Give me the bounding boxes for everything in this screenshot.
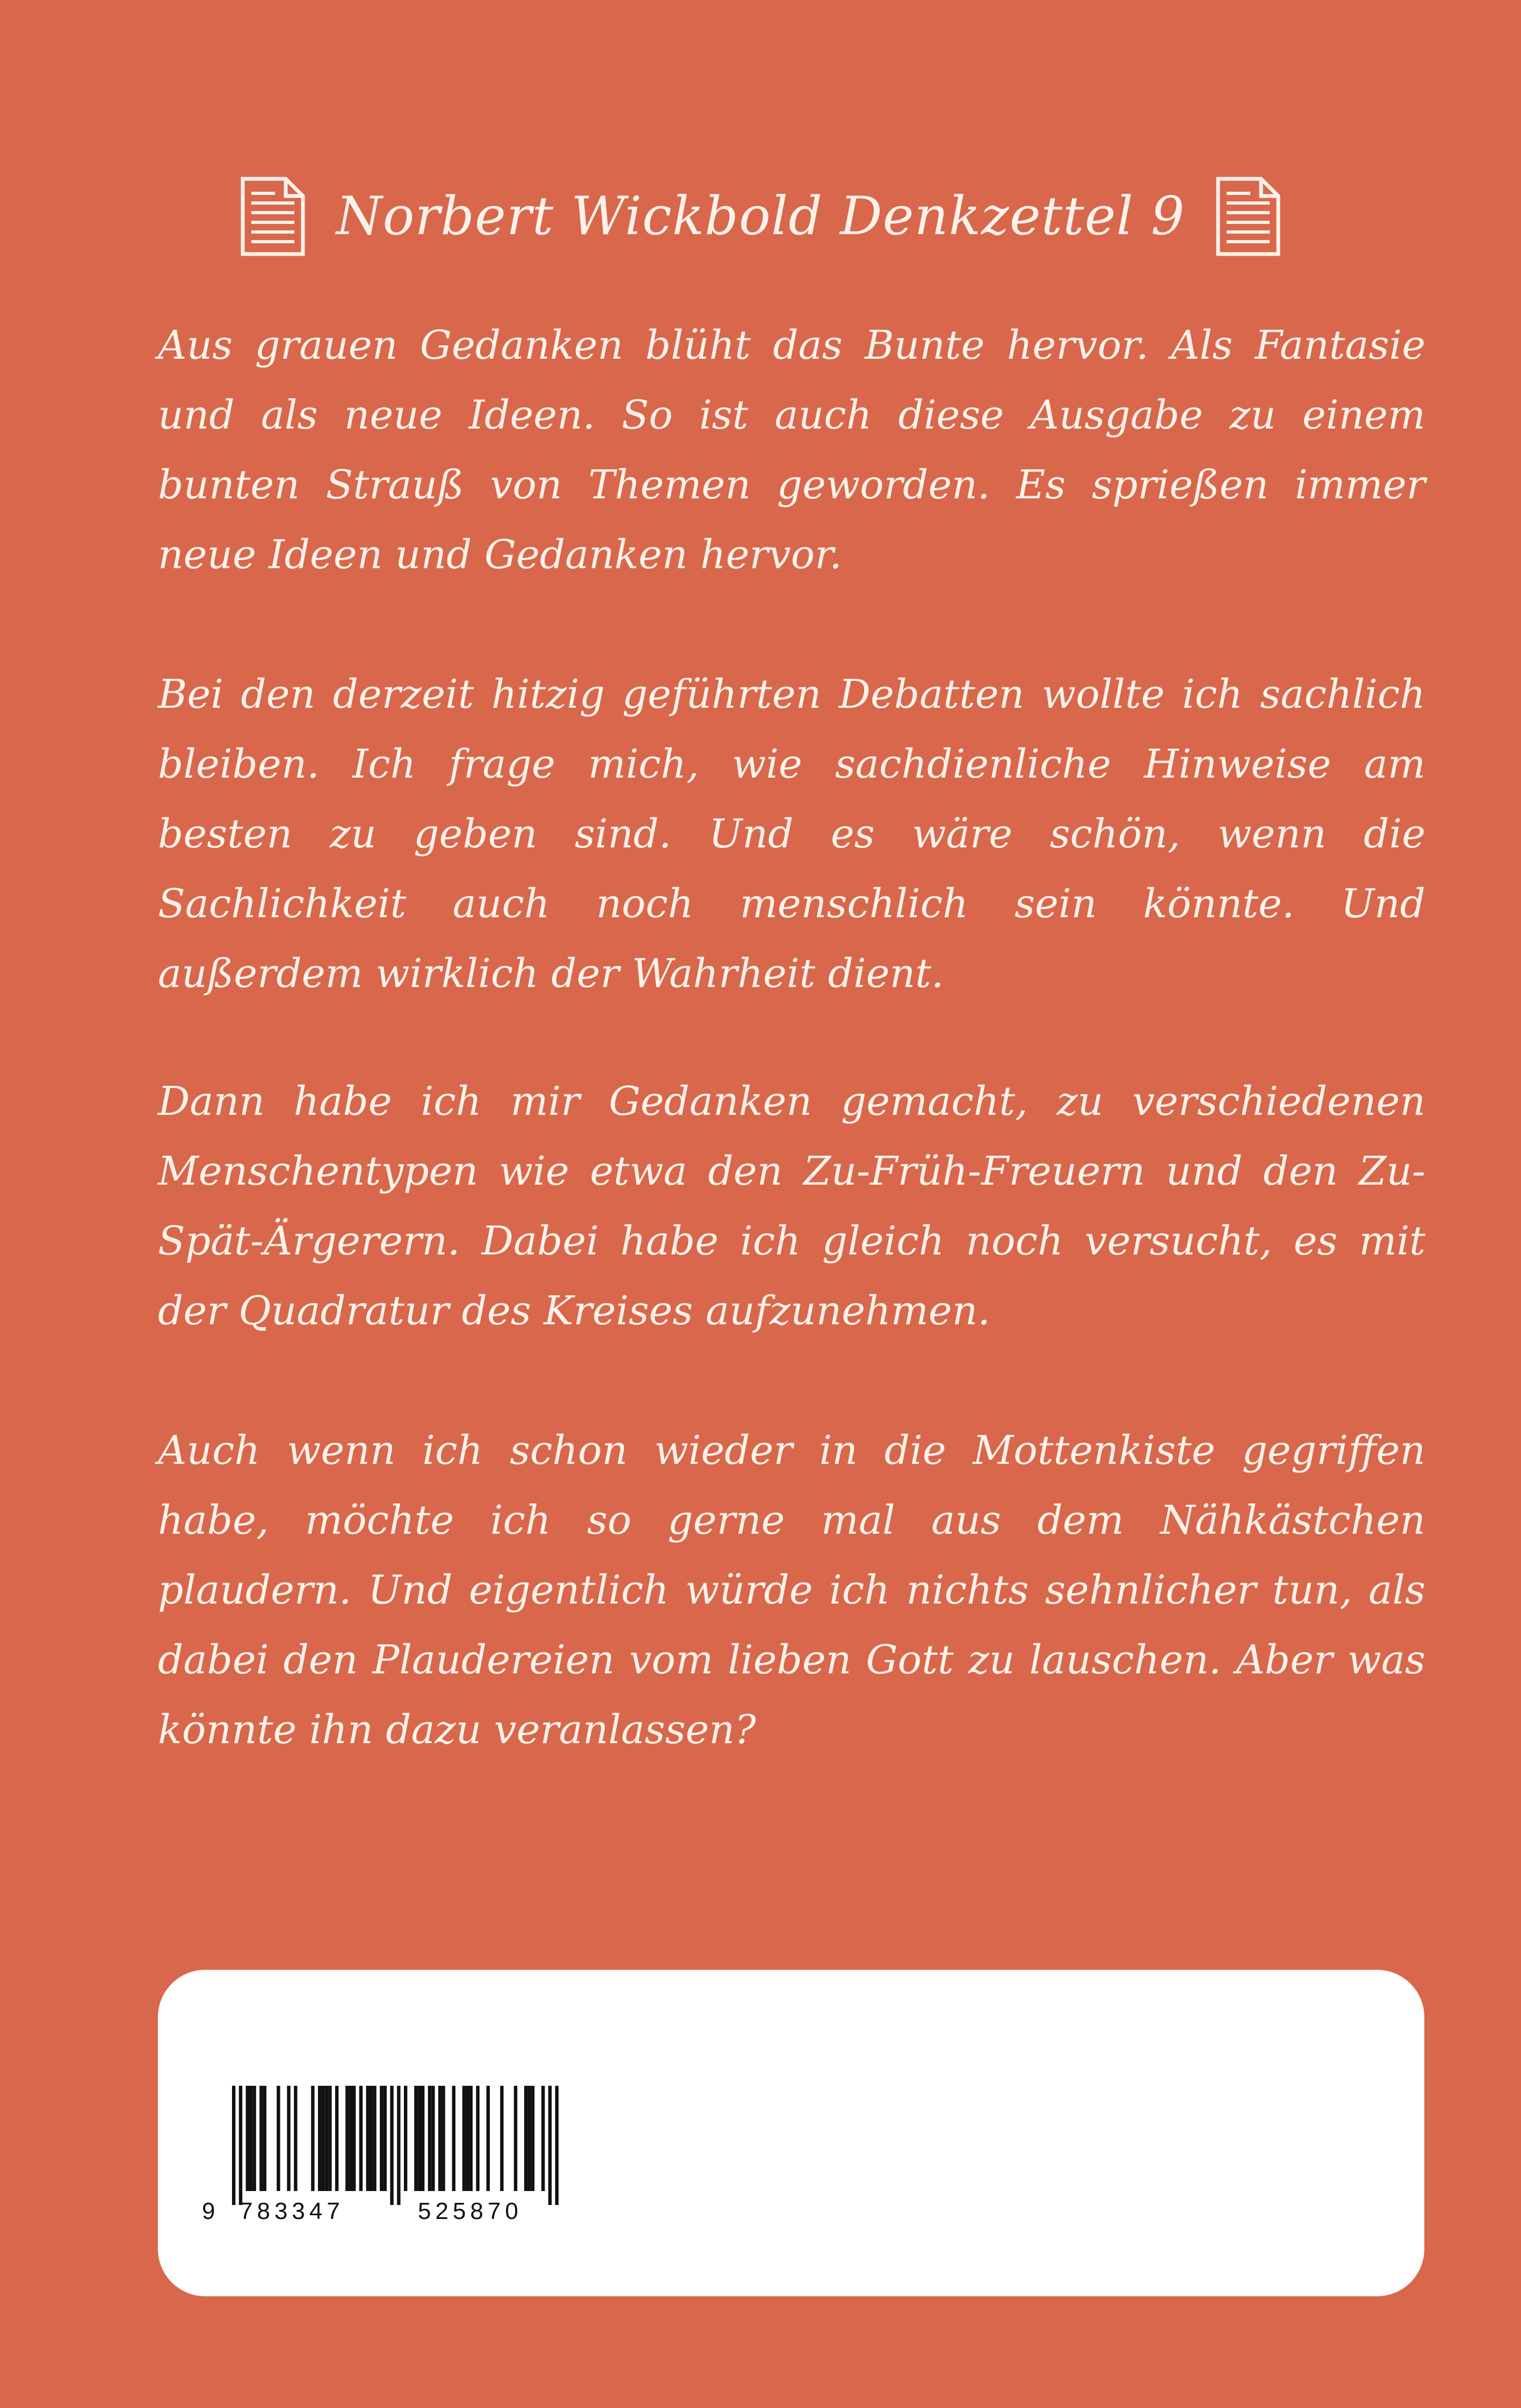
- barcode-panel: [158, 1970, 1424, 2296]
- barcode-bar: [277, 2086, 280, 2191]
- barcode-bar: [421, 2086, 424, 2191]
- barcode-bar: [249, 2086, 252, 2191]
- barcode-bar: [524, 2086, 527, 2191]
- barcode-left-digits: 783347: [240, 2198, 344, 2223]
- barcode-bar: [514, 2086, 517, 2191]
- barcode-bar: [438, 2086, 441, 2191]
- isbn-barcode: [201, 2086, 609, 2223]
- document-icon: [240, 176, 306, 257]
- barcode-bar: [469, 2086, 473, 2191]
- barcode-bar: [259, 2086, 263, 2191]
- barcode-bar: [287, 2086, 290, 2191]
- barcode-bar: [294, 2086, 297, 2191]
- barcode-bar: [487, 2086, 490, 2191]
- barcode-bar: [531, 2086, 534, 2191]
- barcode-bar: [349, 2086, 352, 2191]
- barcode-bar: [345, 2086, 349, 2191]
- title-row: [0, 171, 1521, 262]
- barcode-right-digits: 525870: [418, 2198, 523, 2223]
- barcode-bar: [541, 2086, 545, 2191]
- barcode-bar: [452, 2086, 455, 2191]
- barcode-bar: [500, 2086, 503, 2191]
- blurb-paragraph-3: Dann habe ich mir Gedanken gemacht, zu verschiedenen Menschentypen wie etwa den Zu-Früh-Freuern und den Zu-Spät-Ärgerern. Dabei habe ich gleich noch versucht, es mit der Quadratur des Kreises aufzunehmen.: [158, 1078, 1425, 1334]
- barcode-bar: [246, 2086, 249, 2191]
- barcode-bar: [232, 2086, 235, 2205]
- document-icon: [1215, 176, 1281, 257]
- barcode-bar: [428, 2086, 431, 2191]
- barcode-bar: [431, 2086, 434, 2191]
- barcode-bar: [318, 2086, 321, 2191]
- barcode-bar: [252, 2086, 256, 2191]
- barcode-bar: [555, 2086, 559, 2205]
- barcode-bar: [404, 2086, 407, 2191]
- barcode-bar: [414, 2086, 417, 2191]
- barcode-bar: [548, 2086, 552, 2205]
- barcode-bar: [352, 2086, 356, 2191]
- barcode-bar: [359, 2086, 363, 2191]
- barcode-bar: [321, 2086, 324, 2191]
- blurb-paragraph-4: Auch wenn ich schon wieder in die Mottenkiste gegriffen habe, möchte ich so gerne mal aus dem Nähkästchen plaudern. Und eigentlich würde ich nichts sehnlicher tun, als dabei den Plaudereien vom lieben Gott zu lauschen. Aber was könnte ihn dazu veranlassen?: [158, 1427, 1425, 1753]
- barcode-bar: [441, 2086, 445, 2191]
- barcode-bar: [390, 2086, 393, 2205]
- barcode-bar: [325, 2086, 328, 2191]
- barcode-bar: [370, 2086, 373, 2191]
- barcode-bar: [380, 2086, 383, 2191]
- barcode-bar: [476, 2086, 479, 2191]
- barcode-bar: [366, 2086, 370, 2191]
- barcode-bar: [328, 2086, 331, 2191]
- barcode-bar: [466, 2086, 469, 2191]
- page-title: Norbert Wickbold Denkzettel 9: [336, 186, 1185, 247]
- blurb-paragraph-1: Aus grauen Gedanken blüht das Bunte hervor. Als Fantasie und als neue Ideen. So ist auch diese Ausgabe zu einem bunten Strauß von Themen geworden. Es sprießen immer neue Ideen und Gedanken hervor.: [158, 322, 1425, 578]
- barcode-bar: [311, 2086, 314, 2191]
- blurb-paragraph-2: Bei den derzeit hitzig geführten Debatten wollte ich sachlich bleiben. Ich frage mich, wie sachdienliche Hinweise am besten zu geben sind. Und es wäre schön, wenn die Sachlichkeit auch noch menschlich sein könnte. Und außerdem wirklich der Wahrheit dient.: [158, 671, 1425, 997]
- barcode-bar: [527, 2086, 531, 2191]
- barcode-bar: [239, 2086, 242, 2205]
- barcode-bar: [383, 2086, 387, 2191]
- barcode-bar: [335, 2086, 338, 2191]
- barcode-bar: [418, 2086, 421, 2191]
- barcode-bar: [373, 2086, 376, 2191]
- barcode-lead-digit: 9: [202, 2198, 215, 2223]
- barcode-bar: [462, 2086, 466, 2191]
- barcode-bar: [397, 2086, 400, 2205]
- barcode-bar: [263, 2086, 266, 2191]
